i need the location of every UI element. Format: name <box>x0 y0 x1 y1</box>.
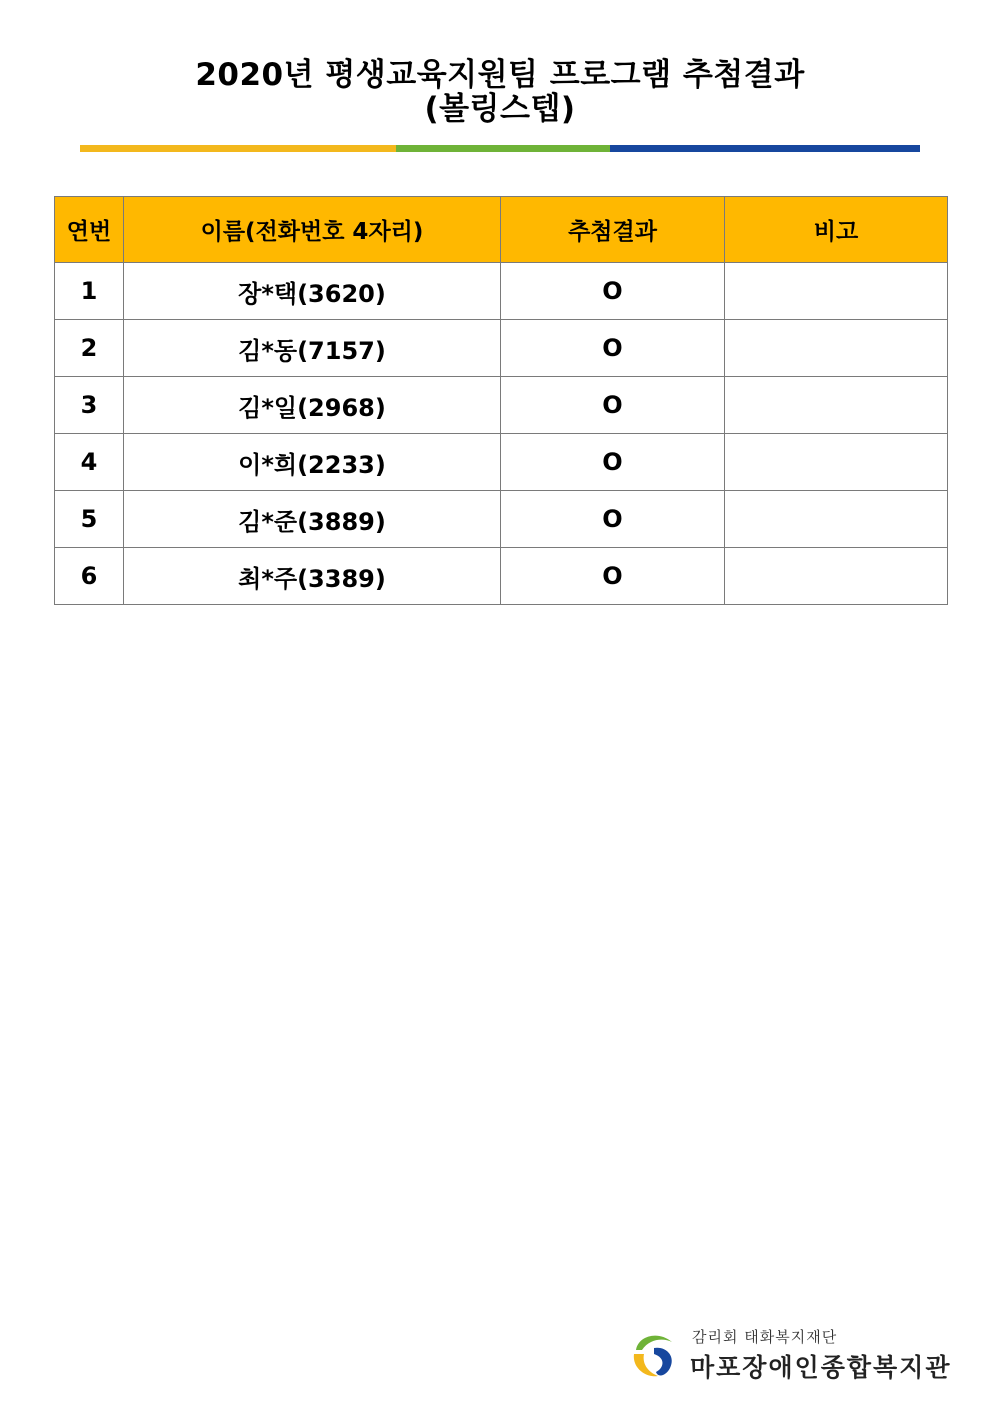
header-no: 연번 <box>55 197 124 263</box>
table-header-row <box>55 197 948 263</box>
cell-no: 6 <box>55 548 124 605</box>
cell-result: O <box>501 434 725 491</box>
cell-name: 최*주(3389) <box>124 548 501 605</box>
cell-note <box>725 377 948 434</box>
logo-arc-green <box>636 1336 672 1350</box>
foundation-logo-icon <box>628 1328 680 1380</box>
logo-arc-yellow <box>634 1354 658 1376</box>
cell-no: 3 <box>55 377 124 434</box>
page-title <box>0 58 1000 126</box>
cell-name: 김*일(2968) <box>124 377 501 434</box>
cell-result: O <box>501 491 725 548</box>
cell-note <box>725 320 948 377</box>
cell-result: O <box>501 320 725 377</box>
organization-name: 마포장애인종합복지관 <box>690 1353 952 1382</box>
cell-note <box>725 548 948 605</box>
cell-no: 2 <box>55 320 124 377</box>
cell-no: 4 <box>55 434 124 491</box>
footer-organization <box>628 1324 958 1384</box>
title-line-1: 2020년 평생교육지원팀 프로그램 추첨결과 <box>195 57 805 93</box>
cell-name: 김*동(7157) <box>124 320 501 377</box>
table-row <box>55 263 948 320</box>
header-note: 비고 <box>725 197 948 263</box>
foundation-name: 감리회 태화복지재단 <box>692 1328 838 1346</box>
cell-name: 장*택(3620) <box>124 263 501 320</box>
table-row <box>55 548 948 605</box>
divider-segment-green <box>396 145 610 152</box>
cell-no: 1 <box>55 263 124 320</box>
table-row <box>55 377 948 434</box>
cell-note <box>725 491 948 548</box>
cell-result: O <box>501 548 725 605</box>
table-row <box>55 491 948 548</box>
cell-note <box>725 263 948 320</box>
table-row <box>55 434 948 491</box>
title-line-2: (볼링스텝) <box>424 91 576 127</box>
logo-arc-blue <box>654 1348 672 1376</box>
cell-name: 김*준(3889) <box>124 491 501 548</box>
header-name: 이름(전화번호 4자리) <box>124 197 501 263</box>
cell-result: O <box>501 263 725 320</box>
table-row <box>55 320 948 377</box>
cell-name: 이*희(2233) <box>124 434 501 491</box>
cell-no: 5 <box>55 491 124 548</box>
divider-segment-yellow <box>80 145 396 152</box>
header-result: 추첨결과 <box>501 197 725 263</box>
results-table <box>54 196 948 605</box>
cell-result: O <box>501 377 725 434</box>
cell-note <box>725 434 948 491</box>
title-divider <box>80 145 920 152</box>
divider-segment-blue <box>610 145 920 152</box>
